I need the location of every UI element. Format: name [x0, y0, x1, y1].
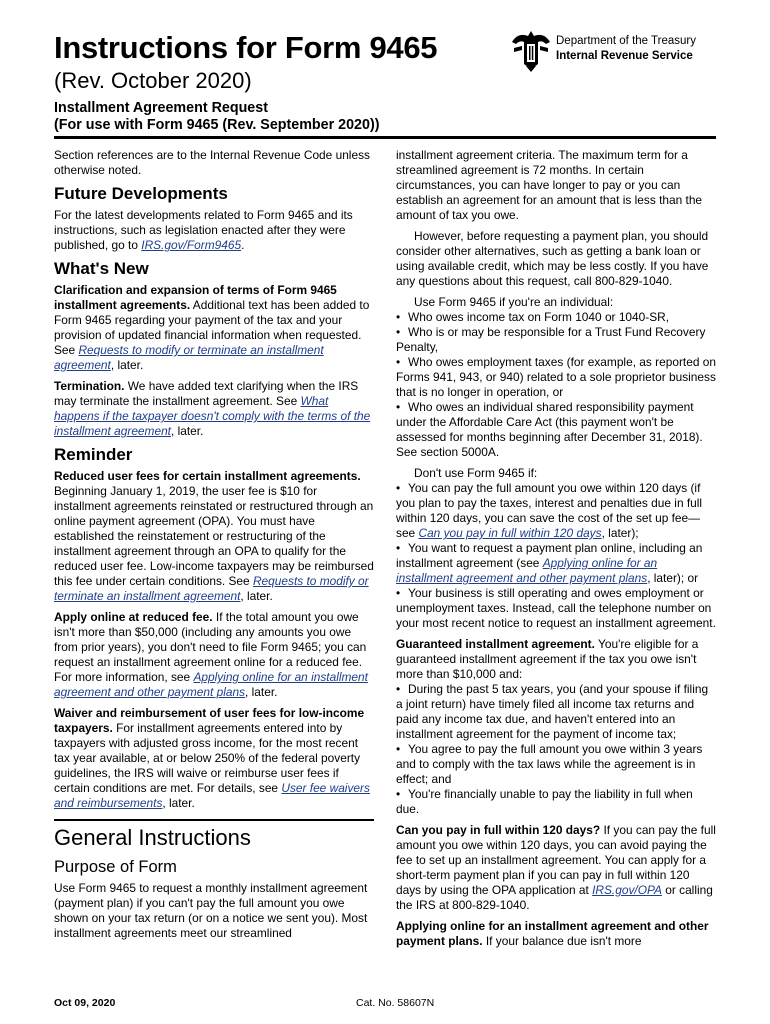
- guaranteed-list: [396, 682, 716, 817]
- purpose-of-form-heading: Purpose of Form: [54, 858, 177, 876]
- list-item: • You agree to pay the full amount you owe within 3 years and to comply with the tax laws while the agreement is in effect; and: [396, 742, 703, 786]
- dont-use-list: [396, 481, 716, 631]
- opa-link[interactable]: IRS.gov/OPA: [592, 883, 662, 897]
- department-block: [556, 34, 696, 64]
- alternatives-paragraph: However, before requesting a payment plan, you should consider other alternatives, such as getting a bank loan or using available credit, which may be less costly. If you have any questions about this request, call 800-829-1040.: [396, 229, 709, 288]
- user-fee-waiver-link[interactable]: User fee waivers and reimbursements: [54, 781, 370, 810]
- page-title: Instructions for Form 9465: [54, 30, 438, 65]
- apply-online-link[interactable]: Applying online for an installment agreement and other payment plans: [54, 670, 368, 699]
- applying-online-paragraph: Applying online for an installment agreement and other payment plans. If your balance due isn't more: [396, 919, 709, 948]
- apply-online-link-2[interactable]: Applying online for an installment agreement and other payment plans: [396, 556, 658, 585]
- dont-use-intro: Don't use Form 9465 if:: [414, 466, 538, 480]
- apply-online-paragraph: Apply online at reduced fee. If the total amount you owe isn't more than $50,000 (including any amounts you owe from prior years), you don't need to file Form 9465; you can request an installment agreement online for a reduced fee. For more information, see Applying online for an installment agreement and other payment plans, later.: [54, 610, 368, 699]
- reminder-heading: Reminder: [54, 445, 133, 464]
- guaranteed-paragraph: Guaranteed installment agreement. You're eligible for a guaranteed installment agreement if the tax you owe isn't more than $10,000 and:: [396, 637, 699, 681]
- whats-new-heading: What's New: [54, 259, 149, 278]
- list-item: • You're financially unable to pay the liability in full when due.: [396, 787, 693, 816]
- list-item: • Who owes income tax on Form 1040 or 1040-SR,: [396, 310, 670, 324]
- department-name: Department of the Treasury: [556, 35, 696, 47]
- list-item: • Your business is still operating and owes employment or unemployment taxes. Instead, call the telephone number on your most recent notice to request an installment agreement.: [396, 586, 716, 630]
- title-rule: [54, 136, 716, 139]
- purpose-paragraph: Use Form 9465 to request a monthly installment agreement (payment plan) if you can't pay the full amount you owe shown on your tax return (or on a notice we sent you). Most installment agreements meet our streamlined: [54, 881, 368, 940]
- left-column: [54, 148, 374, 947]
- pay-in-full-paragraph: Can you pay in full within 120 days? If you can pay the full amount you owe within 120 days, you can avoid paying the fee to set up an installment agreement. You can apply for a short-term payment plan if you can pay in full within 120 days by using the OPA application at IRS.gov/OPA or calling the IRS at 800-829-1040.: [396, 823, 716, 912]
- intro-paragraph: Section references are to the Internal Revenue Code unless otherwise noted.: [54, 148, 370, 177]
- subtitle-form-version: (For use with Form 9465 (Rev. September 2020)): [54, 117, 380, 133]
- criteria-paragraph: installment agreement criteria. The maximum term for a streamlined agreement is 72 months. In certain circumstances, you can have longer to pay or you can establish an agreement for an amount that is less than the amount of tax you owe.: [396, 148, 703, 222]
- clarification-paragraph: Clarification and expansion of terms of Form 9465 installment agreements. Additional text has been added to Form 9465 regarding your payment of the tax and your provision of updated financial information when requested. See Requests to modify or terminate an installment agreement, later.: [54, 283, 370, 372]
- footer-date: Oct 09, 2020: [54, 997, 116, 1009]
- reduced-fees-paragraph: Reduced user fees for certain installment agreements. Beginning January 1, 2019, the user fee is $10 for installment agreements reinstated or restructured through an online payment agreement (OPA). You must have established the reinstatement or restructuring of the installment agreement through an OPA to qualify for the reduced user fee. Low-income taxpayers may be reimbursed this fee under certain conditions. See Requests to modify or terminate an installment agreement, later.: [54, 469, 374, 603]
- subtitle: Installment Agreement Request: [54, 100, 268, 116]
- list-item: • Who is or may be responsible for a Trust Fund Recovery Penalty,: [396, 325, 706, 354]
- noncompliance-link[interactable]: What happens if the taxpayer doesn't comply with the terms of the installment agreement: [54, 394, 371, 438]
- list-item: • Who owes employment taxes (for example, as reported on Forms 941, 943, or 940) related to a sole proprietor business that is no longer in operation, or: [396, 355, 716, 399]
- section-rule: [54, 819, 374, 821]
- use-form-list: [396, 310, 716, 460]
- right-column: [396, 148, 716, 955]
- agency-name: Internal Revenue Service: [556, 50, 693, 62]
- future-developments-heading: Future Developments: [54, 184, 228, 203]
- future-developments-paragraph: For the latest developments related to Form 9465 and its instructions, such as legislation enacted after they were published, go to IRS.gov/Form9465.: [54, 208, 353, 252]
- irs-eagle-logo-icon: [508, 28, 554, 74]
- modify-terminate-link[interactable]: Requests to modify or terminate an installment agreement: [54, 343, 324, 372]
- revision-date: (Rev. October 2020): [54, 68, 252, 93]
- form9465-link[interactable]: IRS.gov/Form9465: [141, 238, 242, 252]
- modify-terminate-link-2[interactable]: Requests to modify or terminate an installment agreement: [54, 574, 369, 603]
- termination-paragraph: Termination. We have added text clarifying when the IRS may terminate the installment agreement. See What happens if the taxpayer doesn't comply with the terms of the installment agreement, later.: [54, 379, 371, 438]
- catalog-number: Cat. No. 58607N: [356, 997, 435, 1009]
- list-item: • You want to request a payment plan online, including an installment agreement (see Applying online for an installment agreement and other payment plans, later); or: [396, 541, 703, 585]
- list-item: • You can pay the full amount you owe within 120 days (if you plan to pay the taxes, interest and penalties due in full within 120 days, you can save the cost of the set up fee—see Can you pay in full within 120 days, later);: [396, 481, 703, 540]
- pay-in-full-link[interactable]: Can you pay in full within 120 days: [418, 526, 602, 540]
- list-item: • Who owes an individual shared responsibility payment under the Affordable Care Act (this payment won't be assessed for months beginning after December 31, 2018). See section 5000A.: [396, 400, 703, 459]
- list-item: • During the past 5 tax years, you (and your spouse if filing a joint return) have timely filed all income tax returns and paid any income tax due, and haven't entered into an installment agreement for the payment of income tax;: [396, 682, 709, 741]
- waiver-paragraph: Waiver and reimbursement of user fees for low-income taxpayers. For installment agreements entered into by taxpayers with adjusted gross income, for the most recent tax year available, at or below 250% of the federal poverty guidelines, the IRS will waive or reimburse user fees if certain conditions are met. For details, see User fee waivers and reimbursements, later.: [54, 706, 370, 810]
- use-form-intro: Use Form 9465 if you're an individual:: [414, 295, 614, 309]
- general-instructions-heading: General Instructions: [54, 825, 251, 850]
